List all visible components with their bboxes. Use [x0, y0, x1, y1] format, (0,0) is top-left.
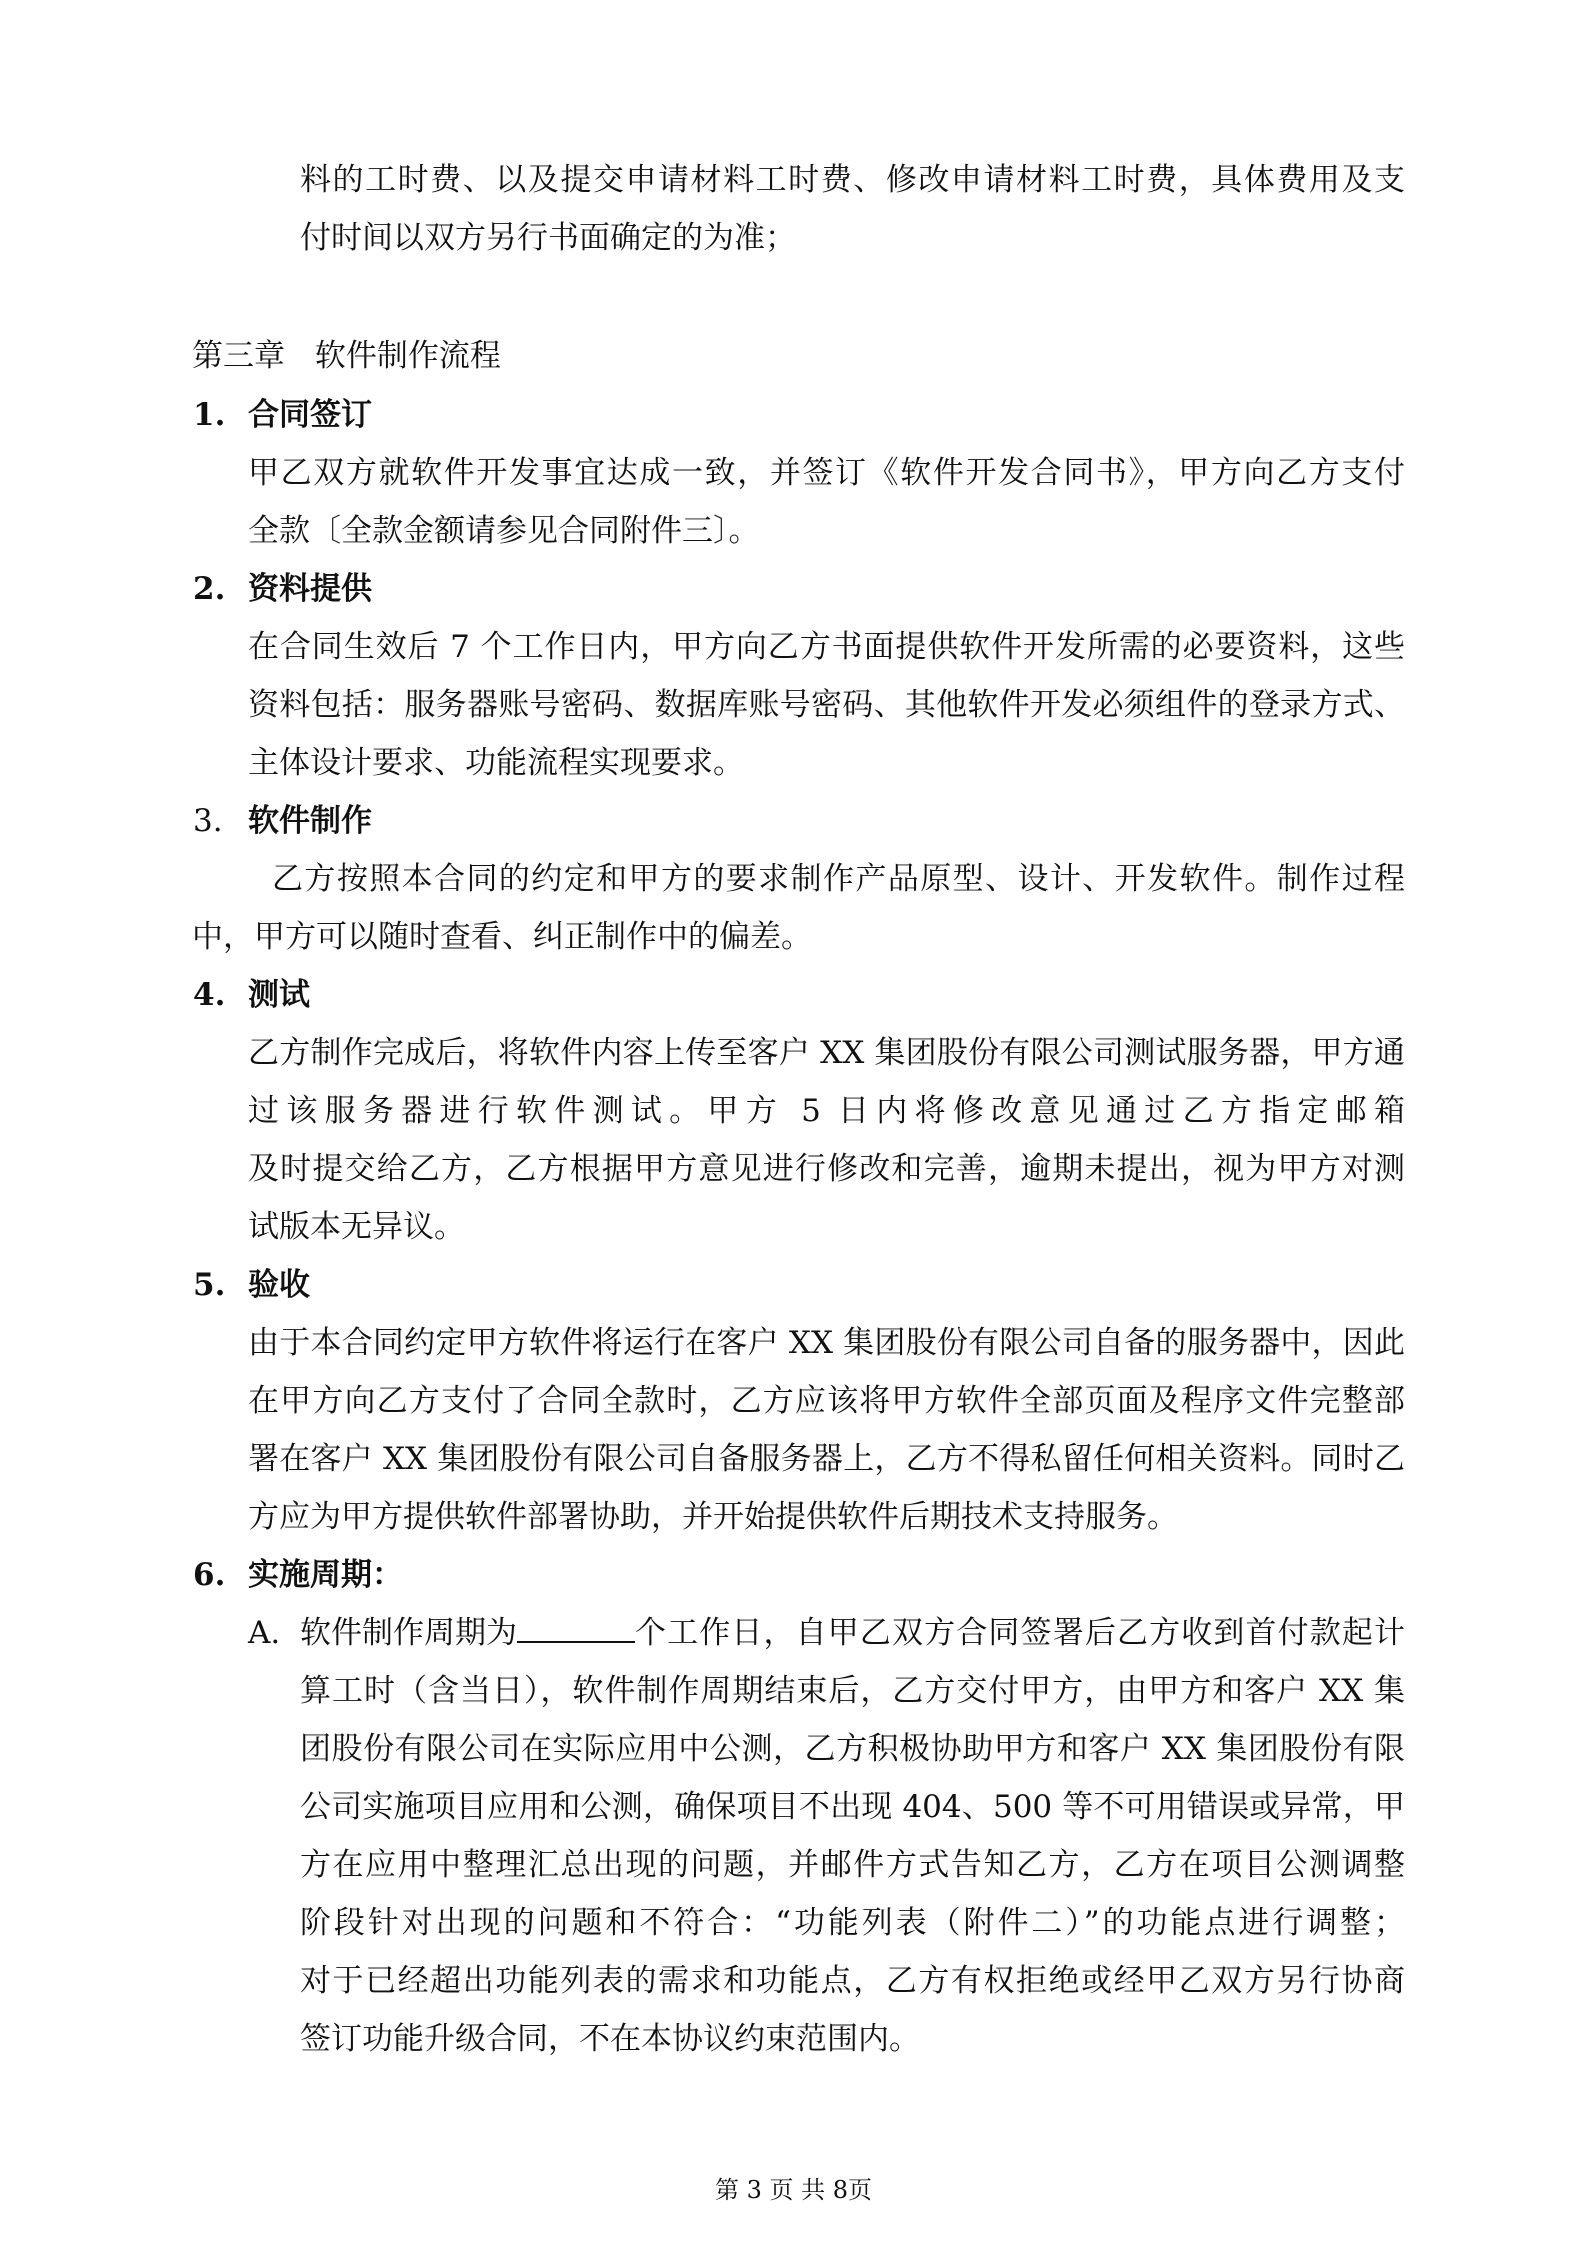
section-6-item-line-5: 阶段针对出现的问题和不符合：“功能列表（附件二）”的功能点进行调整；	[300, 1905, 1405, 1941]
section-4-number: 4.	[193, 977, 226, 1013]
item-first-before: 软件制作周期为	[300, 1615, 517, 1651]
section-4-line-3: 及时提交给乙方，乙方根据甲方意见进行修改和完善，逾期未提出，视为甲方对测	[248, 1151, 1405, 1187]
chapter-title: 第三章 软件制作流程	[192, 338, 501, 374]
section-2-line-2: 资料包括：服务器账号密码、数据库账号密码、其他软件开发必须组件的登录方式、	[248, 687, 1405, 723]
item-first-after: 个工作日，自甲乙双方合同签署后乙方收到首付款起计	[635, 1615, 1405, 1651]
section-6-item-first-line	[300, 1613, 1405, 1653]
page-footer: 第 3 页 共 8页	[714, 2176, 873, 2204]
section-5-line-3: 署在客户 XX 集团股份有限公司自备服务器上，乙方不得私留任何相关资料。同时乙	[248, 1441, 1405, 1477]
section-4-title: 测试	[248, 977, 310, 1013]
section-1-title: 合同签订	[248, 397, 372, 433]
section-6-item-line-7: 签订功能升级合同，不在本协议约束范围内。	[300, 2021, 920, 2057]
section-1-number: 1.	[193, 397, 226, 433]
section-6-item-line-2: 团股份有限公司在实际应用中公测，乙方积极协助甲方和客户 XX 集团股份有限	[300, 1731, 1405, 1767]
section-1-line-2: 全款〔全款金额请参见合同附件三〕。	[248, 513, 760, 549]
section-2-line-3: 主体设计要求、功能流程实现要求。	[248, 745, 744, 781]
section-2-number: 2.	[193, 571, 226, 607]
section-2-line-1: 在合同生效后 7 个工作日内，甲方向乙方书面提供软件开发所需的必要资料，这些	[248, 629, 1405, 665]
section-5-line-4: 方应为甲方提供软件部署协助，并开始提供软件后期技术支持服务。	[248, 1499, 1178, 1535]
section-6-title: 实施周期：	[248, 1557, 403, 1593]
section-6-item-line-1: 算工时（含当日），软件制作周期结束后，乙方交付甲方，由甲方和客户 XX 集	[300, 1673, 1405, 1709]
section-6-item-line-4: 方在应用中整理汇总出现的问题，并邮件方式告知乙方，乙方在项目公测调整	[300, 1847, 1405, 1883]
section-2-title: 资料提供	[248, 571, 372, 607]
section-5-title: 验收	[248, 1267, 310, 1303]
section-3-number: 3.	[193, 803, 223, 839]
section-4-line-2: 过该服务器进行软件测试。甲方 5 日内将修改意见通过乙方指定邮箱	[248, 1093, 1405, 1129]
section-4-line-1: 乙方制作完成后，将软件内容上传至客户 XX 集团股份有限公司测试服务器，甲方通	[248, 1035, 1405, 1071]
section-3-title: 软件制作	[248, 803, 372, 839]
section-6-number: 6.	[193, 1557, 226, 1593]
section-3-line-1: 乙方按照本合同的约定和甲方的要求制作产品原型、设计、开发软件。制作过程	[272, 861, 1405, 897]
section-3-line-2: 中，甲方可以随时查看、纠正制作中的偏差。	[192, 919, 812, 955]
section-1-line-1: 甲乙双方就软件开发事宜达成一致，并签订《软件开发合同书》，甲方向乙方支付	[248, 455, 1405, 491]
section-5-line-1: 由于本合同约定甲方软件将运行在客户 XX 集团股份有限公司自备的服务器中，因此	[248, 1325, 1405, 1361]
section-6-item-line-3: 公司实施项目应用和公测，确保项目不出现 404、500 等不可用错误或异常，甲	[300, 1789, 1405, 1825]
section-5-number: 5.	[193, 1267, 226, 1303]
section-6-item-label: A.	[248, 1615, 281, 1651]
intro-line-1: 料的工时费、以及提交申请材料工时费、修改申请材料工时费，具体费用及支	[300, 162, 1405, 198]
section-6-item-line-6: 对于已经超出功能列表的需求和功能点，乙方有权拒绝或经甲乙双方另行协商	[300, 1963, 1405, 1999]
section-4-line-4: 试版本无异议。	[248, 1209, 465, 1245]
intro-line-2: 付时间以双方另行书面确定的为准；	[300, 220, 796, 256]
blank-underline	[517, 1613, 635, 1643]
section-5-line-2: 在甲方向乙方支付了合同全款时，乙方应该将甲方软件全部页面及程序文件完整部	[248, 1383, 1405, 1419]
